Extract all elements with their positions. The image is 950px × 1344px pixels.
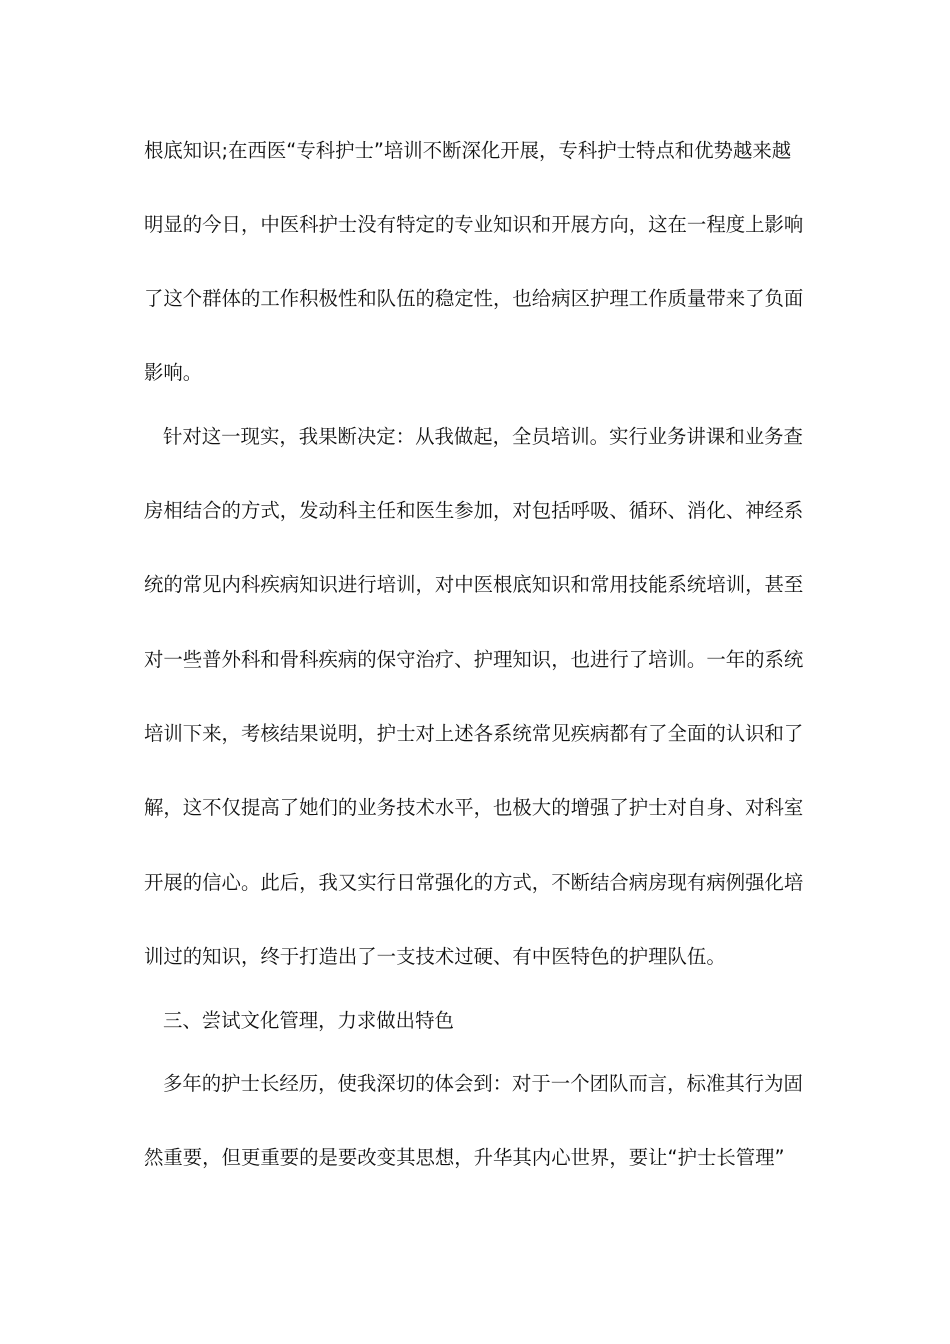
paragraph-start-line: 针对这一现实，我果断决定：从我做起，全员培训。实行业务讲课和业务查 [163,425,803,448]
text-line: 根底知识;在西医“专科护士”培训不断深化开展，专科护士特点和优势越来越 [144,139,792,162]
section-heading: 三、尝试文化管理，力求做出特色 [163,1009,454,1032]
text-line: 对一些普外科和骨科疾病的保守治疗、护理知识，也进行了培训。一年的系统 [144,648,804,671]
text-line: 解，这不仅提高了她们的业务技术水平，也极大的增强了护士对自身、对科室 [144,796,804,819]
text-line: 训过的知识，终于打造出了一支技术过硬、有中医特色的护理队伍。 [144,945,726,968]
text-line: 房相结合的方式，发动科主任和医生参加，对包括呼吸、循环、消化、神经系 [144,499,804,522]
text-line: 影响。 [144,361,203,384]
text-line: 明显的今日，中医科护士没有特定的专业知识和开展方向，这在一程度上影响 [144,213,804,236]
text-line: 然重要，但更重要的是要改变其思想，升华其内心世界，要让“护士长管理” [144,1146,785,1169]
text-line: 培训下来，考核结果说明，护士对上述各系统常见疾病都有了全面的认识和了 [144,722,804,745]
text-line: 开展的信心。此后，我又实行日常强化的方式，不断结合病房现有病例强化培 [144,871,804,894]
text-line: 了这个群体的工作积极性和队伍的稳定性，也给病区护理工作质量带来了负面 [144,287,804,310]
paragraph-start-line: 多年的护士长经历，使我深切的体会到：对于一个团队而言，标准其行为固 [163,1072,803,1095]
text-line: 统的常见内科疾病知识进行培训，对中医根底知识和常用技能系统培训，甚至 [144,573,804,596]
